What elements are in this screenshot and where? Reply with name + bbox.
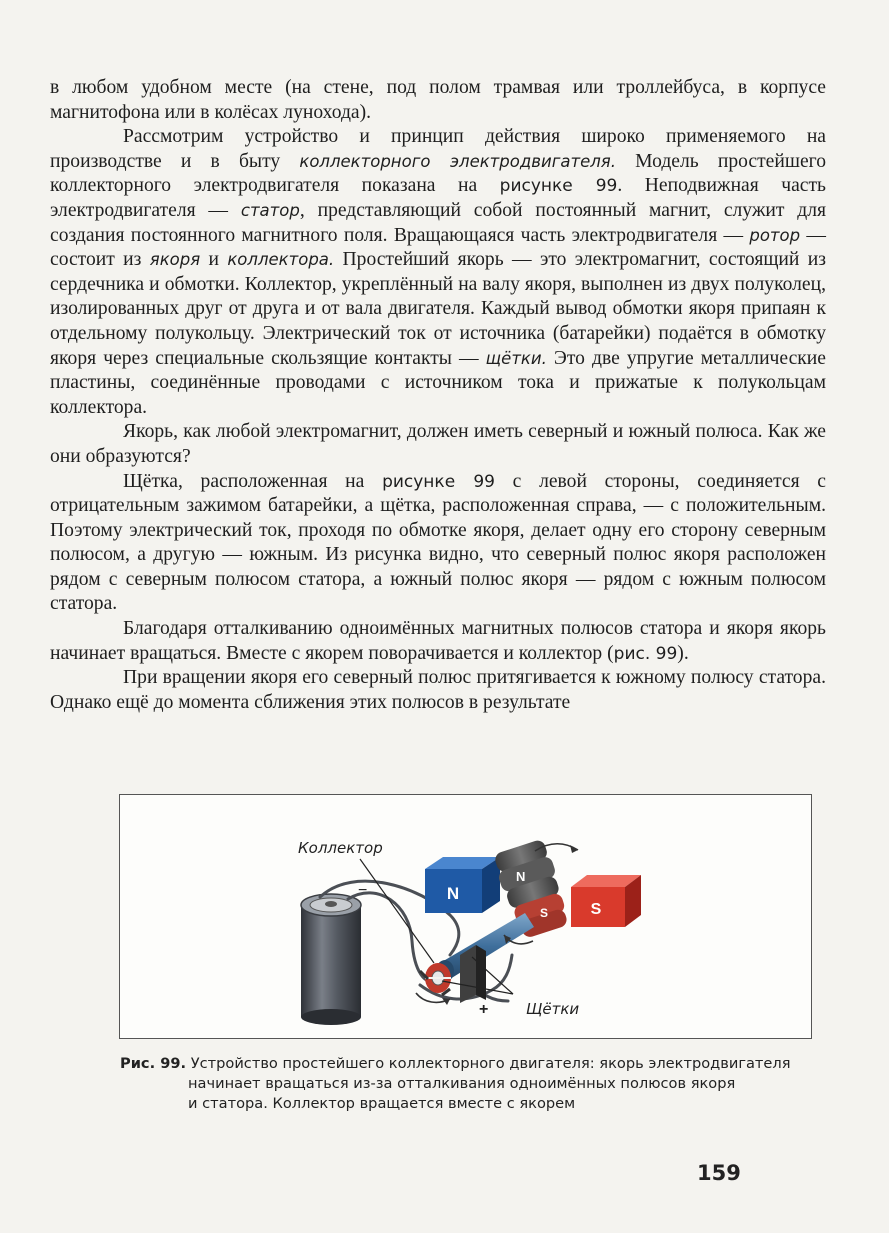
south-magnet	[571, 875, 641, 927]
caption-line-1	[120, 1054, 820, 1074]
term-text: якоря	[149, 250, 201, 270]
paragraph	[50, 420, 826, 469]
figure-reference: рис. 99	[613, 643, 678, 664]
paragraph-text: Это две упругие металлические пластины, соединённые проводами с источником тока и прижатые к полукольцам коллектора.	[50, 347, 826, 418]
south-pole-label: S	[590, 901, 602, 918]
caption-line-3: и статора. Коллектор вращается вместе с якорем	[188, 1095, 576, 1112]
caption-number: Рис. 99.	[120, 1055, 187, 1072]
paragraph-text: ).	[677, 642, 689, 664]
paragraph-text: Якорь, как любой электромагнит, должен иметь северный и южный полюса. Как же они образуются?	[50, 421, 826, 467]
figure-reference: рисунке 99	[382, 471, 495, 492]
paragraph	[50, 125, 826, 420]
paragraph-text: , представляющий собой постоянный магнит, служит для создания постоянного магнитного поля. Вращающаяся часть электродвигателя —	[50, 199, 827, 246]
caption-line-2: начинает вращаться из-за отталкивания одноимённых полюсов якоря	[188, 1075, 736, 1092]
north-magnet	[425, 857, 500, 913]
term-text: щётки.	[485, 348, 547, 368]
paragraph-text: и	[200, 249, 228, 271]
figure-caption	[120, 1054, 820, 1114]
paragraph	[50, 470, 826, 618]
term-text: коллектора.	[227, 250, 335, 270]
paragraph-text: Благодаря отталкиванию одноимённых магнитных полюсов статора и якоря якорь начинает вращаться. Вместе с якорем поворачивается и коллектор (	[50, 618, 826, 664]
caption-text-1: Устройство простейшего коллекторного двигателя: якорь электродвигателя	[190, 1055, 791, 1072]
paragraph	[50, 666, 826, 715]
battery	[301, 894, 361, 1025]
armature-north-label: N	[516, 869, 526, 884]
brushes-label: Щётки	[526, 1000, 580, 1018]
term-text: коллекторного электродвигателя.	[299, 151, 616, 171]
paragraph-text: — состоит из	[50, 224, 826, 271]
armature-south-label: S	[540, 906, 549, 920]
body-text	[50, 76, 826, 715]
paragraph-text: Щётка, расположенная на	[123, 470, 383, 492]
collector-label: Коллектор	[298, 839, 383, 857]
paragraph-text: . Неподвижная часть электродвигателя —	[50, 175, 826, 221]
plus-sign: +	[479, 1001, 489, 1018]
paragraph-text: Простейший якорь — это электромагнит, состоящий из сердечника и обмотки. Коллектор, укреплённый на валу якоря, выполнен из двух полуколец, изолированных друг от друга и от вала двигателя. Каждый вывод обмотки якоря припаян к отдельному полукольцу. Электрический ток от источника (батарейки) подаётся в обмотку якоря через специальные скользящие контакты —	[50, 249, 826, 369]
term-text: ротор	[749, 225, 801, 245]
paragraph-text: При вращении якоря его северный полюс притягивается к южному полюсу статора. Однако ещё до момента сближения этих полюсов в результате	[50, 667, 826, 713]
paragraph	[50, 617, 826, 666]
paragraph-text: Рассмотрим устройство и принцип действия широко применяемого на производстве и в быту	[50, 126, 826, 172]
paragraph-text: Модель простейшего коллекторного электродвигателя показана на	[50, 150, 826, 197]
bearing-stand	[460, 945, 486, 1003]
paragraph-text: с левой стороны, соединяется с отрицательным зажимом батарейки, а щётка, расположенная справа, — с положительным. Поэтому электрический ток, проходя по обмотке якоря, делает одну его сторону северным полюсом, а другую — южным. Из рисунка видно, что северный полюс якоря расположен рядом с северным полюсом статора, а южный полюс якоря — рядом с южным полюсом статора.	[50, 470, 826, 615]
figure-99	[119, 794, 812, 1039]
minus-sign: −	[358, 882, 368, 899]
figure-reference: рисунке 99	[499, 176, 618, 197]
motor-illustration	[120, 795, 810, 1037]
paragraph	[50, 76, 826, 125]
page-number: 159	[697, 1161, 741, 1185]
paragraph-text: в любом удобном месте (на стене, под полом трамвая или троллейбуса, в корпусе магнитофона или в колёсах лунохода).	[50, 77, 826, 123]
north-pole-label: N	[446, 884, 460, 903]
term-text: статор	[240, 200, 300, 220]
